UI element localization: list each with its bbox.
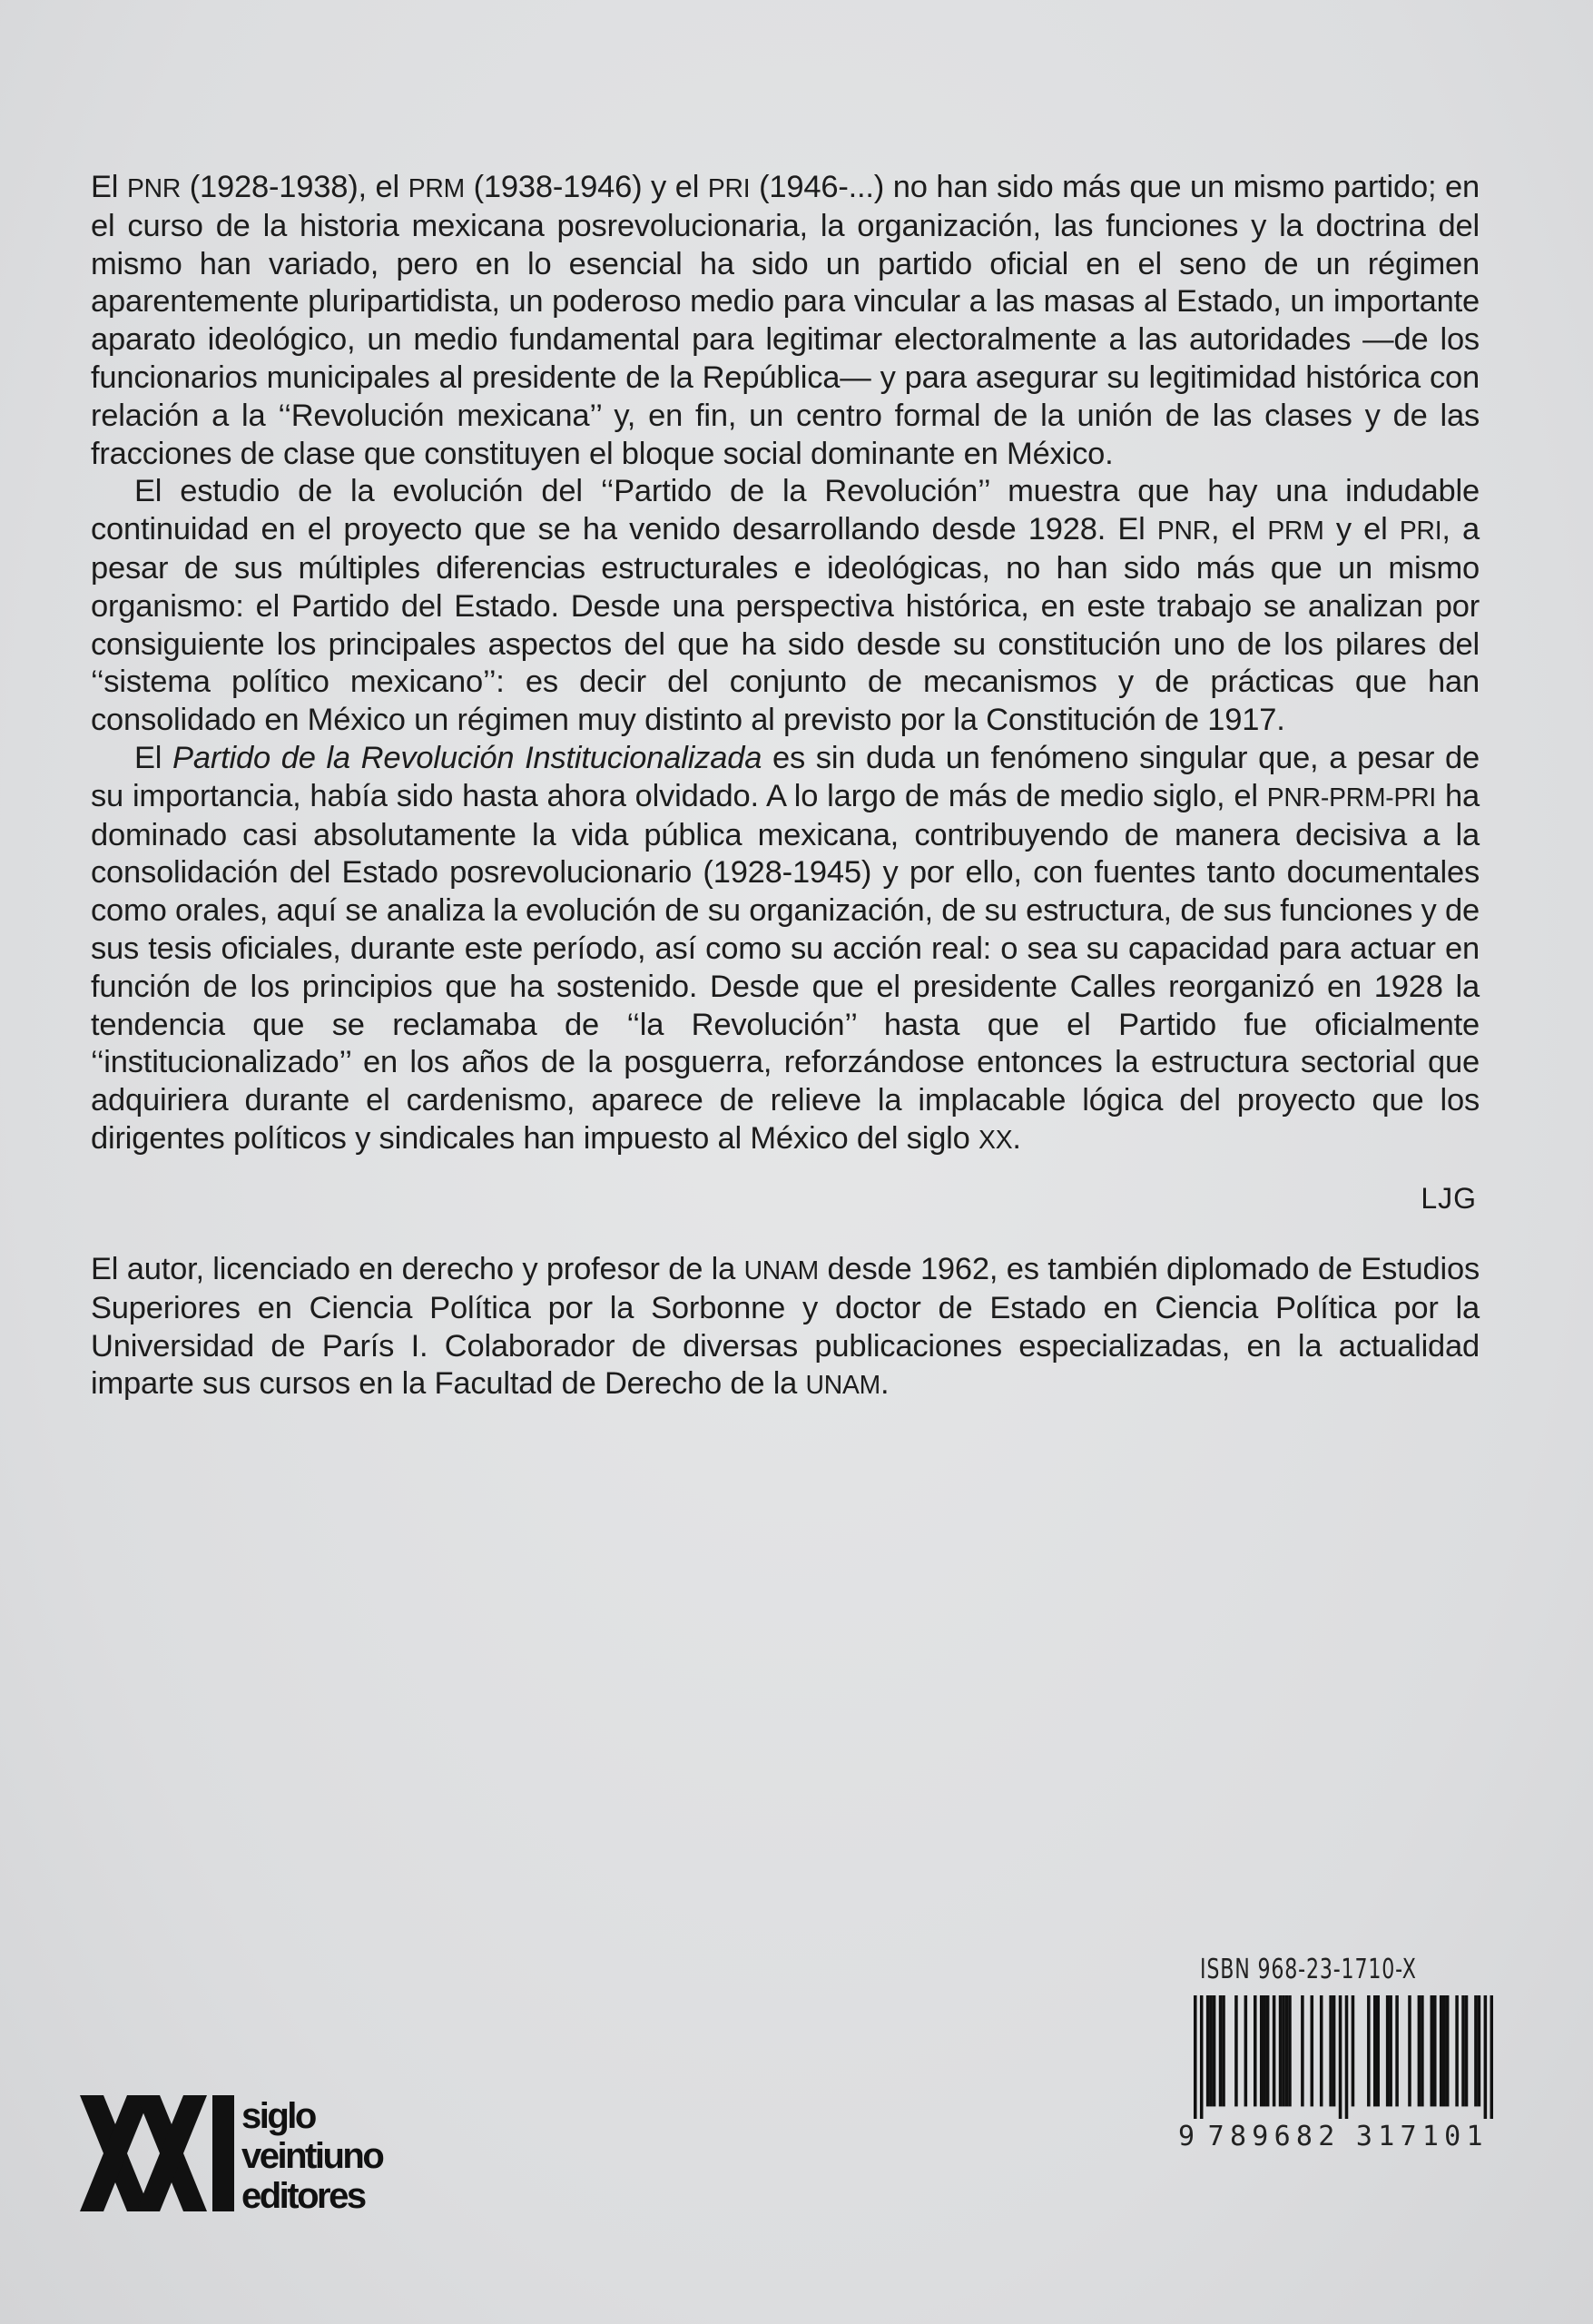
barcode-bar: [1352, 1995, 1355, 2106]
barcode-bar: [1209, 1995, 1213, 2106]
barcode-bar: [1260, 1995, 1264, 2106]
barcode-bar: [1440, 1995, 1443, 2106]
barcode-bar: [1254, 1995, 1257, 2106]
barcode-bar: [1376, 1995, 1380, 2106]
barcode-bar: [1320, 1995, 1323, 2106]
barcode-bar: [1301, 1995, 1304, 2106]
barcode-bar: [1484, 1995, 1488, 2119]
barcode-bar: [1433, 1995, 1437, 2106]
barcode-digit: 7: [1207, 2121, 1224, 2152]
barcode-bar: [1465, 1995, 1469, 2106]
barcode-bar: [1373, 1995, 1377, 2106]
barcode-digit: 1: [1378, 2121, 1395, 2152]
barcode-bar: [1345, 1995, 1349, 2119]
barcode-bar: [1446, 1995, 1450, 2106]
barcode-bar: [1213, 1995, 1216, 2106]
barcode-bar: [1194, 1995, 1197, 2119]
barcode-bar: [1478, 1995, 1481, 2106]
barcode-bar: [1474, 1995, 1478, 2106]
publisher-line-2: veintiuno: [241, 2136, 383, 2176]
publisher-line-1: siglo: [241, 2096, 315, 2136]
xxi-mark-icon: [80, 2095, 234, 2211]
barcode-bar: [1266, 1995, 1270, 2106]
isbn-label: ISBN 968-23-1710-X: [1200, 1954, 1417, 1985]
blurb-signature: LJG: [1421, 1182, 1477, 1215]
barcode-digit: 1: [1421, 2121, 1439, 2152]
barcode-digit: 2: [1318, 2121, 1335, 2152]
barcode-bar: [1431, 1995, 1434, 2106]
barcode-bar: [1490, 1995, 1493, 2119]
barcode-bar: [1234, 1995, 1238, 2106]
blurb-paragraph-3: El Partido de la Revolución Institucionalizada es sin duda un fenómeno singular que, a pesar de su importancia, había sido hasta ahora olvidado. A lo largo de más de medio siglo, el PNR-PRM-PRI ha dominado casi absolutamente la vida pública mexicana, contribuyendo de manera decisiva a la consolidación del Estado posrevolucionario (1928-1945) y por ello, con fuentes tanto documentales como orales, aquí se analiza la evolución de su organización, de su estructura, de sus funciones y de sus tesis oficiales, durante este período, así como su acción real: o sea su capacidad para actuar en función de los principios que ha sostenido. Desde que el presidente Calles reorganizó en 1928 la tendencia que se reclamaba de ‘‘la Revolución’’ hasta que el Partido fue oficialmente ‘‘institucionalizado’’ en los años de la posguerra, reforzándose entonces la estructura sectorial que adquiriera durante el cardenismo, aparece de relieve la implacable lógica del proyecto que los dirigentes políticos y sindicales han impuesto al México del siglo XX.: [91, 740, 1480, 1156]
barcode-bar: [1389, 1995, 1392, 2106]
barcode-bar: [1421, 1995, 1424, 2106]
barcode-digit: 8: [1295, 2121, 1313, 2152]
barcode-bar: [1461, 1995, 1465, 2106]
barcode-bar: [1200, 1995, 1204, 2119]
blurb-paragraph-1: El PNR (1928-1938), el PRM (1938-1946) y el PRI (1946-...) no han sido más que un mismo partido; en el curso de la historia mexicana posrevolucionaria, la organización, las funciones y la doctrina del mismo han variado, pero en lo esencial ha sido un partido oficial en el seno de un régimen aparentemente pluripartidista, un poderoso medio para vincular a las masas al Estado, un importante aparato ideológico, un medio fundamental para legitimar electoralmente a las autoridades —de los funcionarios municipales al presidente de la República— y para asegurar su legitimidad histórica con relación a la ‘‘Revolución mexicana’’ y, en fin, un centro formal de la unión de las clases y de las fracciones de clase que constituyen el bloque social dominante en México.: [91, 170, 1480, 471]
barcode-bar: [1329, 1995, 1332, 2106]
blurb-paragraph-2: El estudio de la evolución del ‘‘Partido de la Revolución’’ muestra que hay una indudable continuidad en el proyecto que se ha venido desarrollando desde 1928. El PNR, el PRM y el PRI, a pesar de sus múltiples diferencias estructurales e ideológicas, no han sido más que un mismo organismo: el Partido del Estado. Desde una perspectiva histórica, en este trabajo se analizan por consiguiente los principales aspectos del que ha sido desde su constitución uno de los pilares del ‘‘sistema político mexicano’’: es decir del conjunto de mecanismos y de prácticas que han consolidado en México un régimen muy distinto al previsto por la Constitución de 1917.: [91, 474, 1480, 738]
barcode-digit: 9: [1252, 2121, 1269, 2152]
publisher-logo: [80, 2090, 443, 2217]
barcode-bar: [1288, 1995, 1292, 2106]
barcode-bar: [1285, 1995, 1289, 2106]
publisher-line-3: editores: [241, 2176, 365, 2216]
barcode-digit: 9: [1178, 2121, 1195, 2152]
barcode-bar: [1206, 1995, 1210, 2106]
barcode-bar: [1408, 1995, 1411, 2106]
barcode-bar: [1332, 1995, 1336, 2106]
barcode: [1194, 1995, 1493, 2119]
author-bio-paragraph: El autor, licenciado en derecho y profesor de la UNAM desde 1962, es también diplomado de Estudios Superiores en Ciencia Política por la Sorbonne y doctor de Estado en Ciencia Política por la Universidad de París I. Colaborador de diversas publicaciones especializadas, en la actualidad imparte sus cursos en la Facultad de Derecho de la UNAM.: [91, 1252, 1480, 1402]
barcode-bar: [1367, 1995, 1371, 2106]
barcode-bar: [1219, 1995, 1223, 2106]
back-cover-blurb: [91, 169, 1480, 1159]
barcode-digit: 8: [1229, 2121, 1246, 2152]
barcode-bar: [1395, 1995, 1399, 2106]
barcode-bar: [1339, 1995, 1342, 2119]
barcode-bar: [1279, 1995, 1283, 2106]
barcode-bar: [1263, 1995, 1266, 2106]
barcode-bar: [1311, 1995, 1314, 2106]
author-bio: [91, 1251, 1480, 1404]
barcode-digit: 3: [1355, 2121, 1372, 2152]
barcode-bar: [1386, 1995, 1390, 2106]
barcode-bar: [1273, 1995, 1276, 2106]
barcode-bar: [1418, 1995, 1421, 2106]
barcode-digit: 1: [1466, 2121, 1483, 2152]
barcode-bar: [1282, 1995, 1285, 2106]
barcode-bar: [1222, 1995, 1225, 2106]
barcode-digits: [1178, 2121, 1496, 2157]
barcode-bar: [1244, 1995, 1248, 2106]
barcode-bar: [1455, 1995, 1459, 2106]
barcode-digit: 6: [1273, 2121, 1291, 2152]
barcode-bar: [1442, 1995, 1446, 2106]
barcode-digit: 7: [1400, 2121, 1417, 2152]
barcode-digit: 0: [1444, 2121, 1461, 2152]
